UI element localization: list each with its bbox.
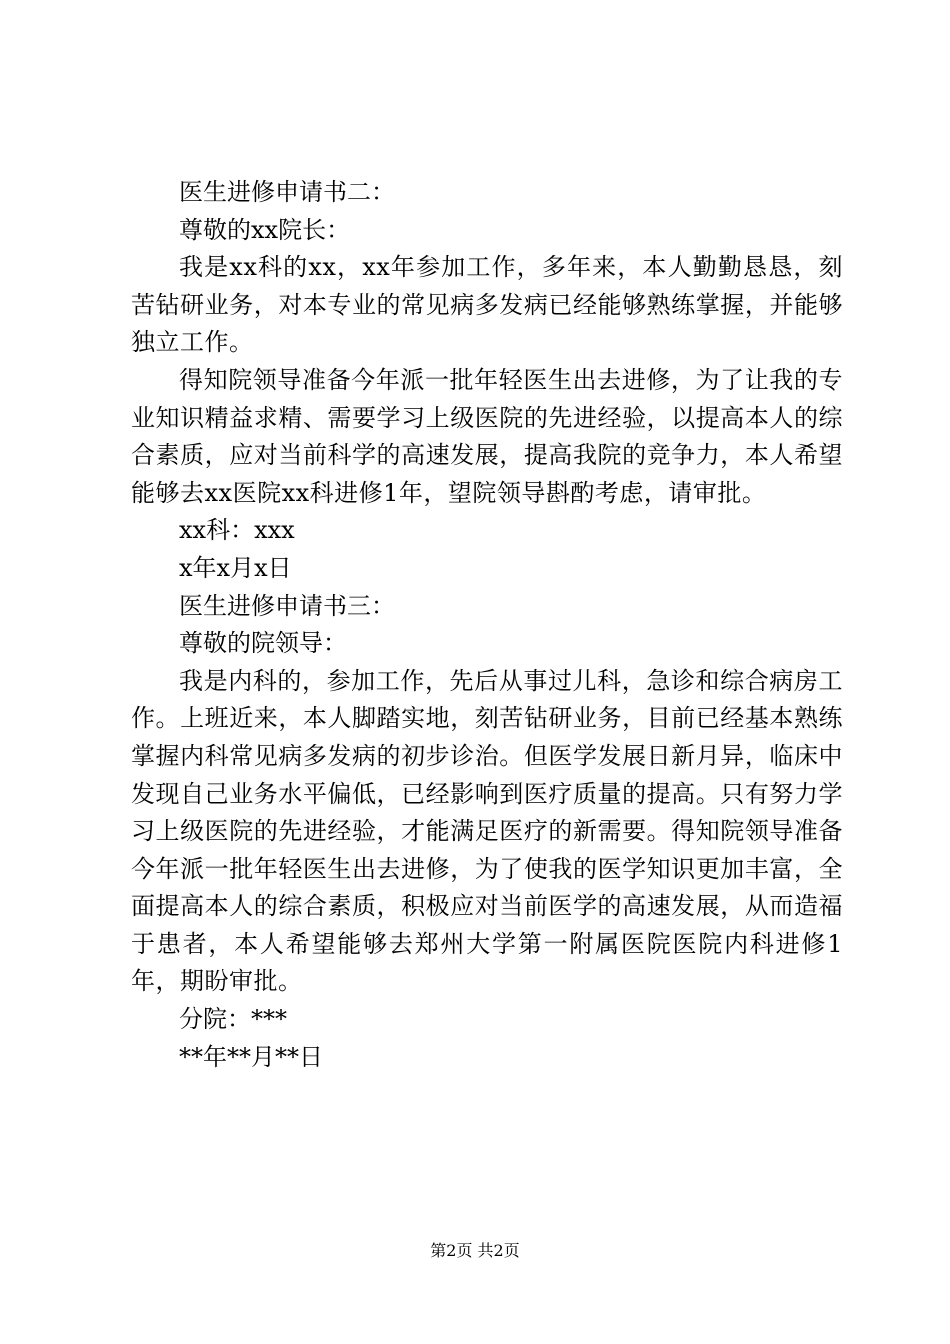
letter2-signature: xx科：xxx bbox=[179, 516, 295, 545]
letter2-paragraph-1: 我是xx科的xx，xx年参加工作，多年来，本人勤勤恳恳，刻苦钻研业务，对本专业的常见病多发病已经能够熟练掌握，并能够独立工作。 bbox=[131, 253, 843, 357]
page-footer: 第2页 共2页 bbox=[430, 1241, 520, 1260]
letter3-salutation: 尊敬的院领导： bbox=[179, 629, 347, 658]
letter2-paragraph-2: 得知院领导准备今年派一批年轻医生出去进修，为了让我的专业知识精益求精、需要学习上级医院的先进经验，以提高本人的综合素质，应对当前科学的高速发展，提高我院的竞争力，本人希望能够去xx医院xx科进修1年，望院领导斟酌考虑，请审批。 bbox=[131, 365, 843, 507]
document-body bbox=[131, 174, 843, 1076]
letter2-date: x年x月x日 bbox=[179, 553, 292, 582]
letter3-date: **年**月**日 bbox=[179, 1042, 323, 1071]
letter3-heading: 医生进修申请书三： bbox=[179, 591, 395, 620]
letter3-signature: 分院：*** bbox=[179, 1005, 287, 1034]
letter2-heading: 医生进修申请书二： bbox=[179, 178, 395, 206]
letter2-salutation: 尊敬的xx院长： bbox=[179, 215, 351, 244]
letter3-paragraph-1: 我是内科的，参加工作，先后从事过儿科，急诊和综合病房工作。上班近来，本人脚踏实地，刻苦钻研业务，目前已经基本熟练掌握内科常见病多发病的初步诊治。但医学发展日新月异，临床中发现自己业务水平偏低，已经影响到医疗质量的提高。只有努力学习上级医院的先进经验，才能满足医疗的新需要。得知院领导准备今年派一批年轻医生出去进修，为了使我的医学知识更加丰富，全面提高本人的综合素质，积极应对当前医学的高速发展，从而造福于患者，本人希望能够去郑州大学第一附属医院医院内科进修1年，期盼审批。 bbox=[131, 666, 843, 996]
